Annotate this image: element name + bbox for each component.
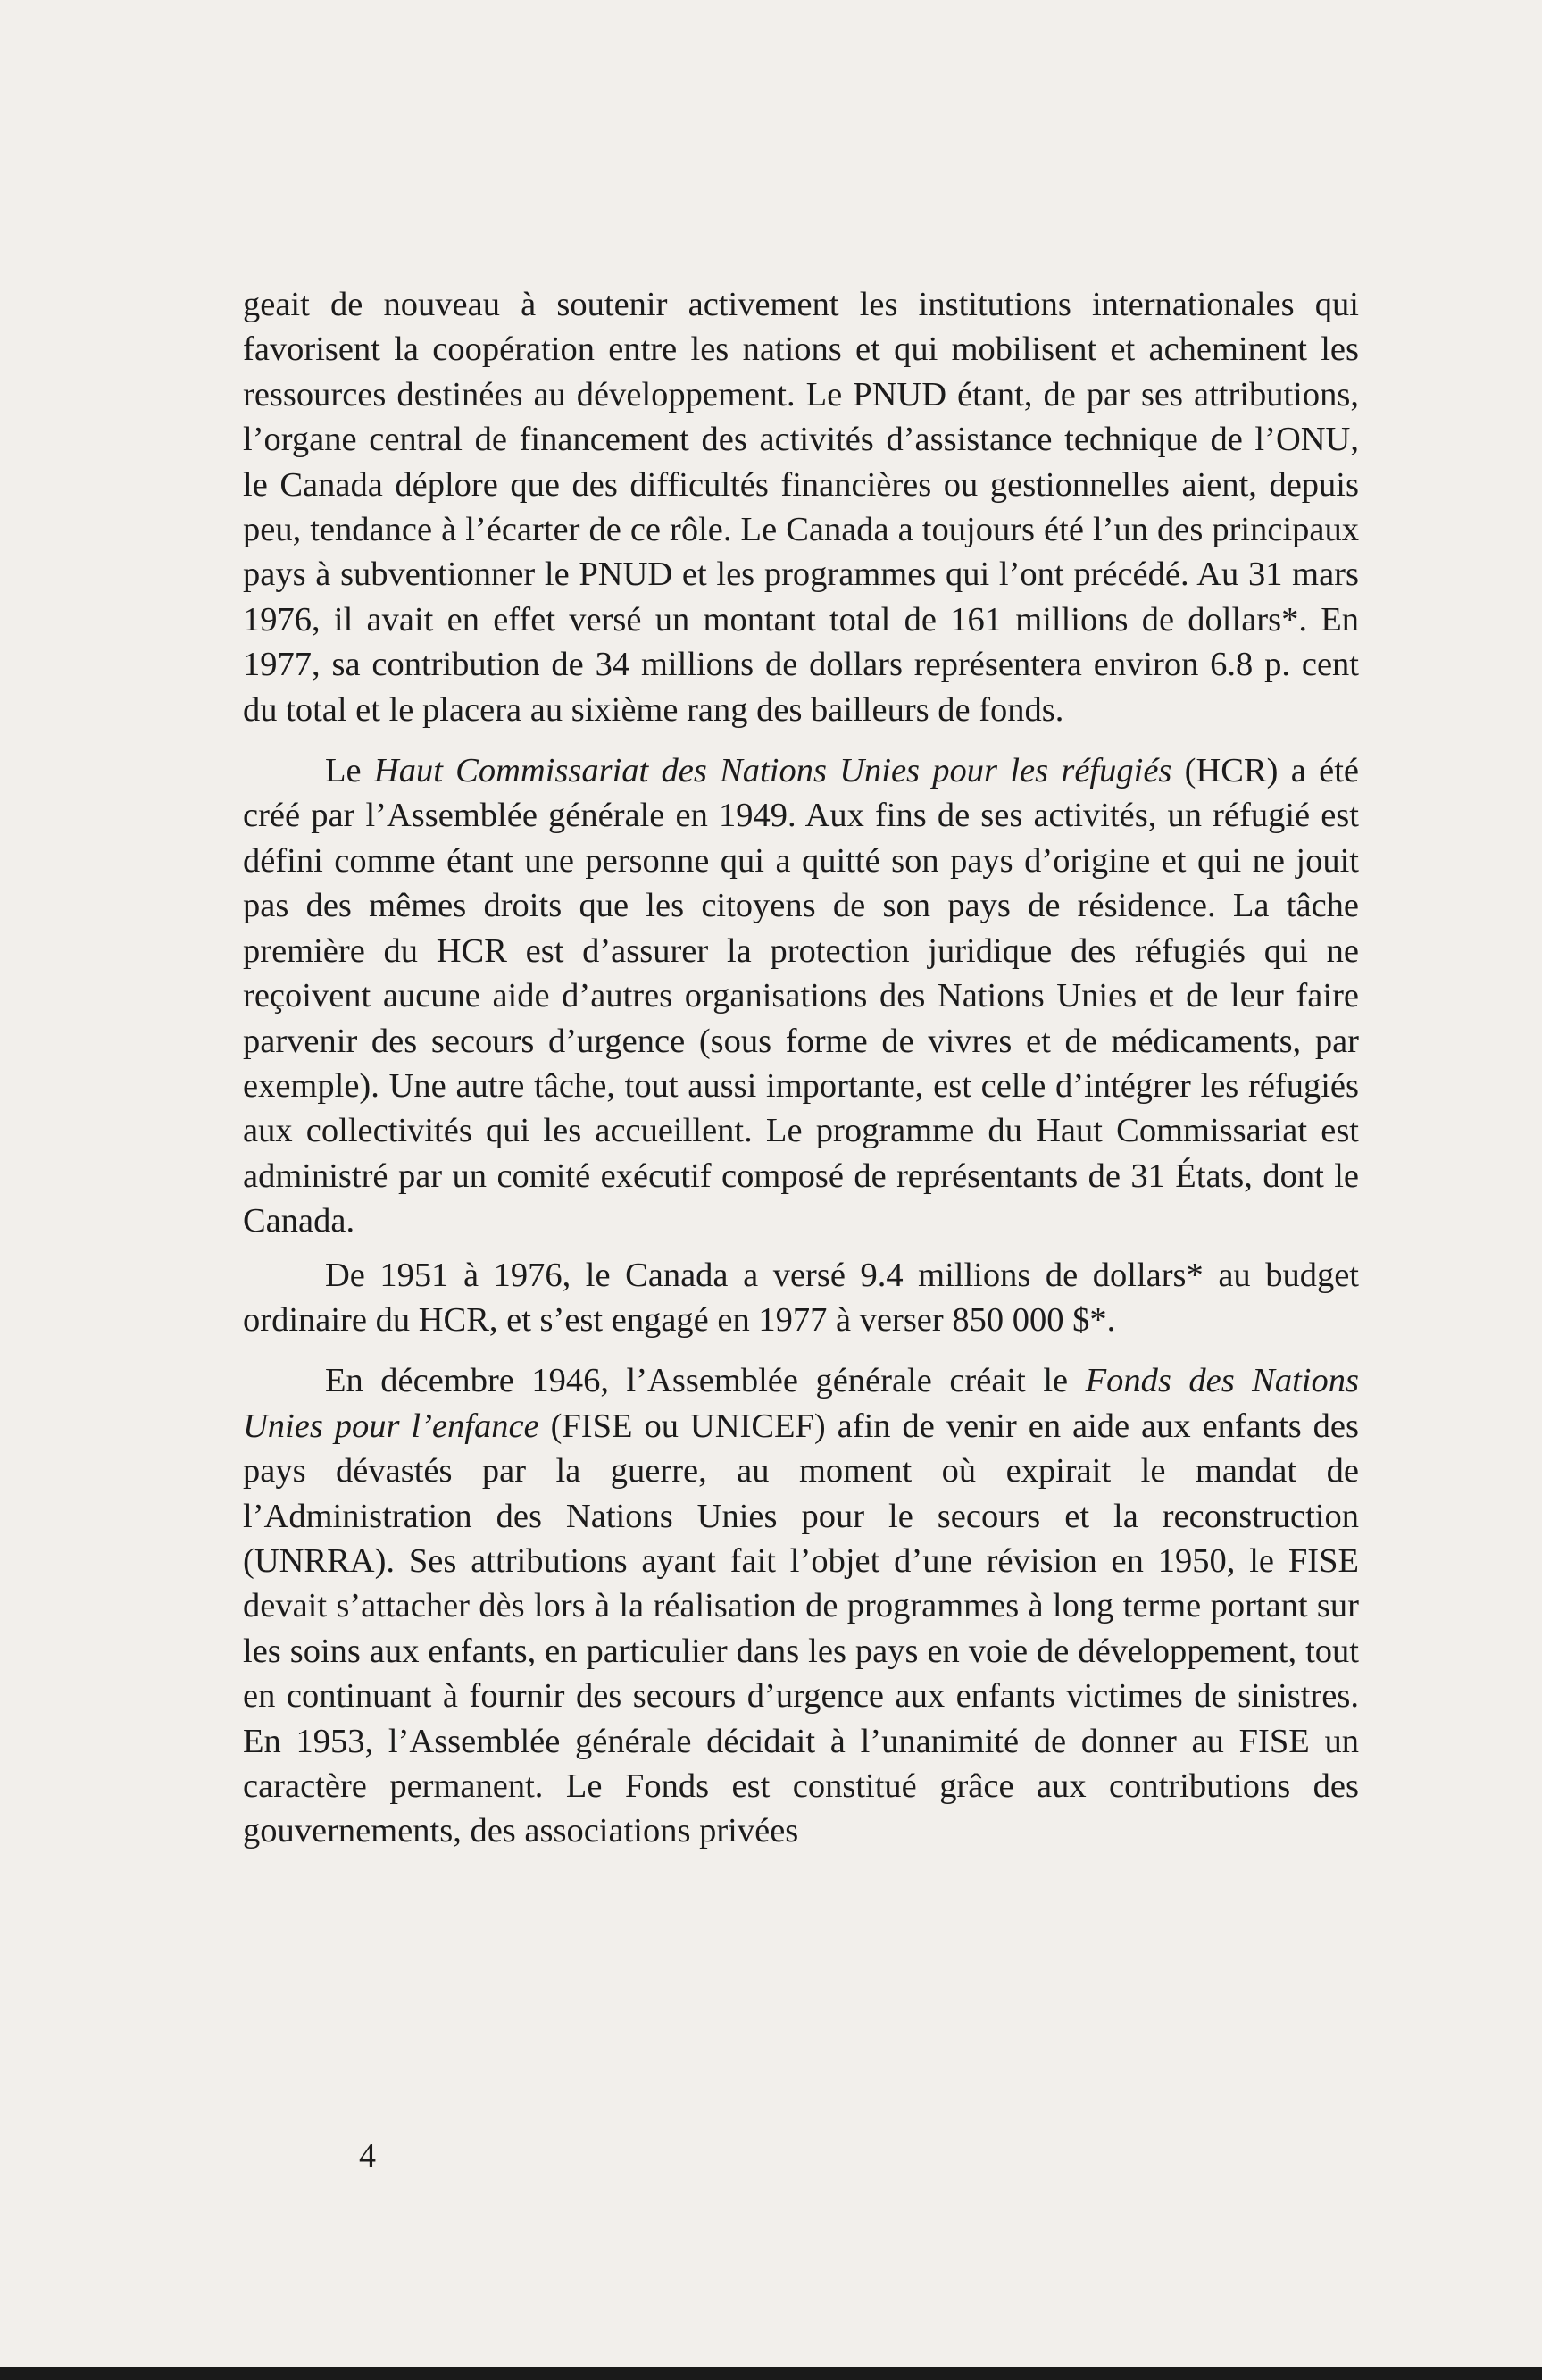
paragraph-hcr bbox=[243, 748, 1359, 1243]
page-number: 4 bbox=[359, 2137, 376, 2175]
fise-name-italic: Fonds des Nations Unies pour l’enfance bbox=[243, 1362, 1359, 1445]
paragraph-fise-lead: En décembre 1946, l’Assemblée générale créait le bbox=[325, 1362, 1086, 1400]
hcr-name-italic: Haut Commissariat des Nations Unies pour les réfugiés bbox=[373, 752, 1172, 790]
paragraph-fise bbox=[243, 1358, 1359, 1853]
paragraph-hcr-funding: De 1951 à 1976, le Canada a versé 9.4 millions de dollars* au budget ordinaire du HCR, et s’est engagé en 1977 à verser 850 000 $*. bbox=[243, 1256, 1359, 1339]
paragraph-hcr-body: (HCR) a été créé par l’Assemblée générale en 1949. Aux fins de ses activités, un réfugié est défini comme étant une personne qui a quitté son pays d’origine et qui ne jouit pas des mêmes droits que les citoyens de son pays de résidence. La tâche première du HCR est d’assurer la protection juridique des réfugiés qui ne reçoivent aucune aide d’autres organisations des Nations Unies et de leur faire parvenir des secours d’urgence (sous forme de vivres et de médicaments, par exemple). Une autre tâche, tout aussi importante, est celle d’intégrer les réfugiés aux collectivités qui les accueillent. Le programme du Haut Commissariat est administré par un comité exécutif composé de représentants de 31 États, dont le Canada. bbox=[243, 752, 1360, 1240]
paragraph-fise-body: (FISE ou UNICEF) afin de venir en aide aux enfants des pays dévastés par la guerre, au moment où expirait le mandat de l’Administration des Nations Unies pour le secours et la reconstruction (UNRRA). Ses attributions ayant fait l’objet d’une révision en 1950, le FISE devait s’attacher dès lors à la réalisation de programmes à long terme portant sur les soins aux enfants, en particulier dans les pays en voie de développement, tout en continuant à fournir des secours d’urgence aux enfants victimes de sinistres. En 1953, l’Assemblée générale décidait à l’unanimité de donner au FISE un caractère permanent. Le Fonds est constitué grâce aux contributions des gouvernements, des associations privées bbox=[243, 1407, 1359, 1850]
body-text bbox=[243, 282, 1359, 1854]
paragraph-pnud: geait de nouveau à soutenir activement les institutions internationales qui favorisent la coopération entre les nations et qui mobilisent et acheminent les ressources destinées au développement. Le PNUD étant, de par ses attributions, l’organe central de financement des activités d’assistance technique de l’ONU, le Canada déplore que des difficultés financières ou gestionnelles aient, depuis peu, tendance à l’écarter de ce rôle. Le Canada a toujours été l’un des principaux pays à subventionner le PNUD et les programmes qui l’ont précédé. Au 31 mars 1976, il avait en effet versé un montant total de 161 millions de dollars*. En 1977, sa contribution de 34 millions de dollars représentera environ 6.8 p. cent du total et le placera au sixième rang des bailleurs de fonds. bbox=[243, 286, 1359, 729]
paragraph-hcr-lead: Le bbox=[325, 752, 374, 790]
page-bottom-edge bbox=[0, 2367, 1542, 2380]
